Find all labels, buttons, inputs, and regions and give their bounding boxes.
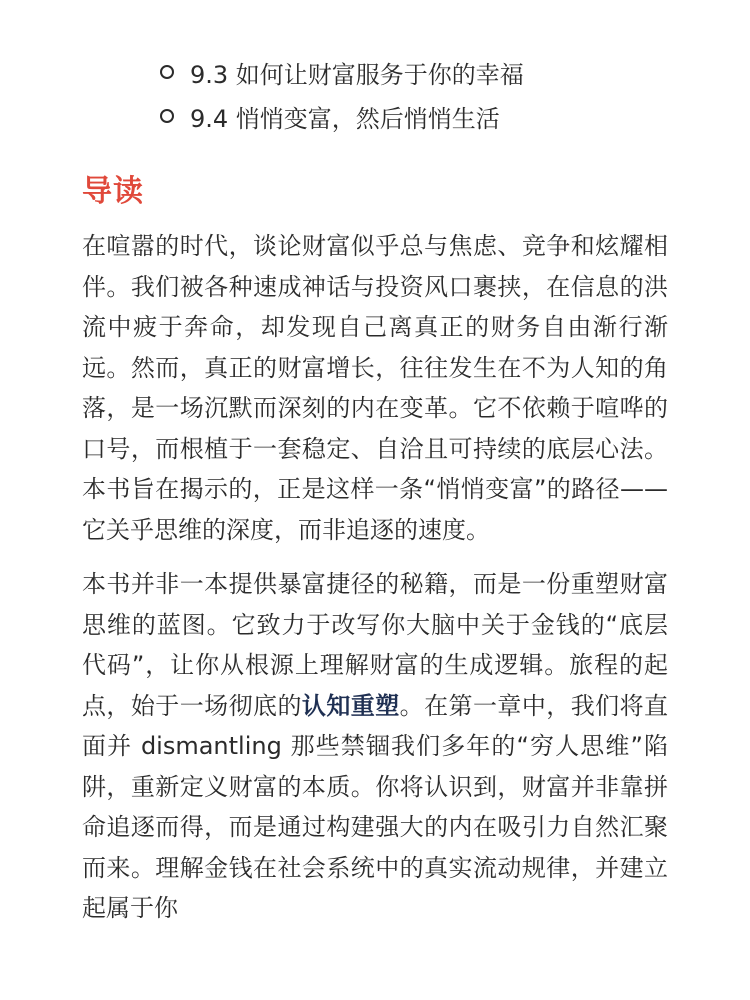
section-heading: 导读	[82, 174, 144, 209]
paragraph: 在喧嚣的时代，谈论财富似乎总与焦虑、竞争和炫耀相伴。我们被各种速成神话与投资风口裹挟，在信息的洪流中疲于奔命，却发现自己离真正的财务自由渐行渐远。然而，真正的财富增长，往往发生在不为人知的角落，是一场沉默而深刻的内在变革。它不依赖于喧哗的口号，而根植于一套稳定、自洽且可持续的底层心法。本书旨在揭示的，正是这样一条“悄悄变富”的路径——它关乎思维的深度，而非追逐的速度。	[82, 232, 668, 544]
toc-item-label: 9.3 如何让财富服务于你的幸福	[190, 60, 524, 89]
toc-item[interactable]	[160, 94, 524, 138]
emphasized-text: 认知重塑	[301, 691, 400, 720]
paragraph-text: 。在第一章中，我们将直面并 dismantling 那些禁锢我们多年的“穷人思维”陷阱，重新定义财富的本质。你将认识到，财富并非靠拼命追逐而得，而是通过构建强大的内在吸引力自然汇聚而来。理解金钱在社会系统中的真实流动规律，并建立起属于你	[82, 691, 669, 922]
paragraph-text: 本书并非一本提供暴富捷径的秘籍，而是一份重塑财富思维的蓝图。它致力于改写你大脑中关于金钱的“底层代码”，让你从根源上理解财富的生成逻辑。旅程的起点，始于一场彻底的	[82, 570, 668, 720]
toc-item-label: 9.4 悄悄变富，然后悄悄生活	[190, 104, 500, 133]
table-of-contents	[160, 50, 524, 138]
toc-item[interactable]	[160, 50, 524, 94]
article-body	[82, 226, 668, 943]
circle-bullet-icon	[160, 109, 174, 123]
paragraph	[82, 564, 668, 929]
circle-bullet-icon	[160, 65, 174, 79]
